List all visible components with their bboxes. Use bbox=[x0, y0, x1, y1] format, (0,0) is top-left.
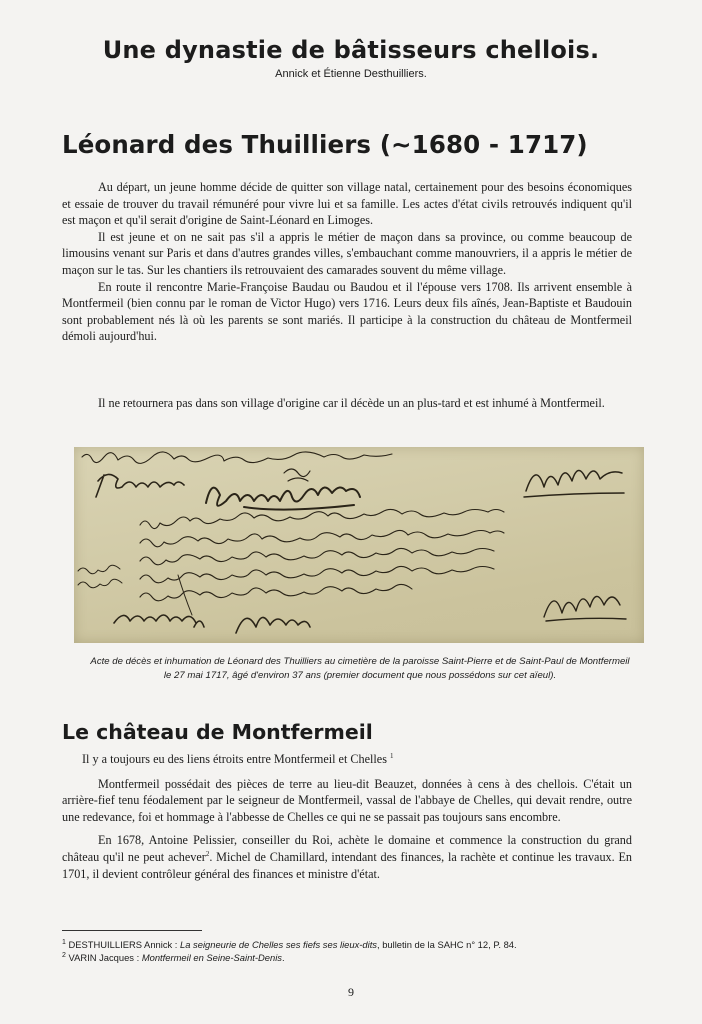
paragraph: Il est jeune et on ne sait pas s'il a appris le métier de maçon dans sa province, ou comme beaucoup de limousins venant sur Paris et dans d'autres grandes villes, s'embauchant comme manouvriers, il a appris le métier de maçon sur le tas. Sur les chantiers ils retrouvaient des camarades souvent du même village. bbox=[62, 229, 632, 277]
footnote bbox=[62, 938, 652, 951]
footnote-author: DESTHUILLIERS Annick : bbox=[68, 939, 181, 950]
footnote-number: 2 bbox=[62, 951, 66, 959]
figure-caption: Acte de décès et inhumation de Léonard des Thuilliers au cimetière de la paroisse Saint-Pierre et de Saint-Paul de Montfermeil le 27 mai 1717, âgé d'environ 37 ans (premier document que nous possédons sur cet aïeul). bbox=[90, 656, 630, 681]
parish-register-image bbox=[74, 447, 644, 643]
footnote-rest: , bulletin de la SAHC n° 12, P. 84. bbox=[377, 939, 517, 950]
paragraph-text: En 1678, Antoine Pelissier, conseiller du Roi, achète le domaine et commence la construction du grand château qu'il ne peut achever bbox=[62, 833, 632, 864]
footnote-author: VARIN Jacques : bbox=[68, 952, 142, 963]
section-heading-chateau: Le château de Montfermeil bbox=[62, 720, 373, 744]
handwriting-strokes bbox=[74, 447, 644, 643]
paragraph: Au départ, un jeune homme décide de quitter son village natal, certainement pour des besoins économiques et essaie de trouver du travail rémunéré pour vivre lui et sa famille. Les actes d'état civils retrouvés indiquent qu'il est maçon et qu'il serait d'origine de Saint-Léonard en Limoges. bbox=[62, 180, 632, 228]
paragraph-text: . Michel de Chamillard, intendant des finances, la rachète et continue les travaux. En 1701, il devient contrôleur général des finances et ministre d'état. bbox=[62, 849, 632, 881]
footnote-title: La seigneurie de Chelles ses fiefs ses lieux-dits bbox=[180, 939, 377, 950]
intro-paragraph bbox=[62, 751, 632, 768]
paragraph: Montfermeil possédait des pièces de terre au lieu-dit Beauzet, données à cens à des chellois. C'était un arrière-fief tenu féodalement par le seigneur de Montfermeil, vassal de l'abbaye de Chelles, qui devait rendre, outre une redevance, foi et hommage à l'abbesse de Chelles ce qui ne se passait pas toujours sans encombre. bbox=[62, 776, 632, 824]
footnotes bbox=[62, 938, 652, 964]
page-number: 9 bbox=[348, 985, 354, 999]
document-authors: Annick et Étienne Desthuilliers. bbox=[275, 68, 427, 80]
document-title: Une dynastie de bâtisseurs chellois. bbox=[102, 36, 600, 64]
intro-text: Il y a toujours eu des liens étroits entre Montfermeil et Chelles bbox=[82, 752, 387, 766]
footnote-ref[interactable]: 1 bbox=[390, 751, 394, 760]
footnote-number: 1 bbox=[62, 938, 66, 946]
footnote-title: Montfermeil en Seine-Saint-Denis bbox=[141, 952, 282, 963]
section2-body bbox=[62, 751, 632, 882]
section1-body bbox=[62, 179, 632, 345]
footnote bbox=[62, 951, 652, 964]
section1-closing bbox=[62, 395, 632, 412]
footnote-rest: . bbox=[281, 952, 285, 963]
section-heading-leonard: Léonard des Thuilliers (~1680 - 1717) bbox=[62, 130, 588, 159]
footnote-ref[interactable]: 2 bbox=[205, 849, 210, 858]
footnote-divider bbox=[62, 930, 202, 931]
paragraph bbox=[62, 832, 632, 882]
paragraph: Il ne retournera pas dans son village d'origine car il décède un an plus-tard et est inhumé à Montfermeil. bbox=[98, 396, 605, 410]
paragraph: En route il rencontre Marie-Françoise Baudau ou Baudou et il l'épouse vers 1708. Ils arrivent ensemble à Montfermeil (bien connu par le roman de Victor Hugo) vers 1716. Leurs deux fils aînés, Jean-Baptiste et Baudouin sont probablement nés là où les parents se sont mariés. Il participe à la construction du château de Montfermeil démoli aujourd'hui. bbox=[62, 279, 632, 344]
